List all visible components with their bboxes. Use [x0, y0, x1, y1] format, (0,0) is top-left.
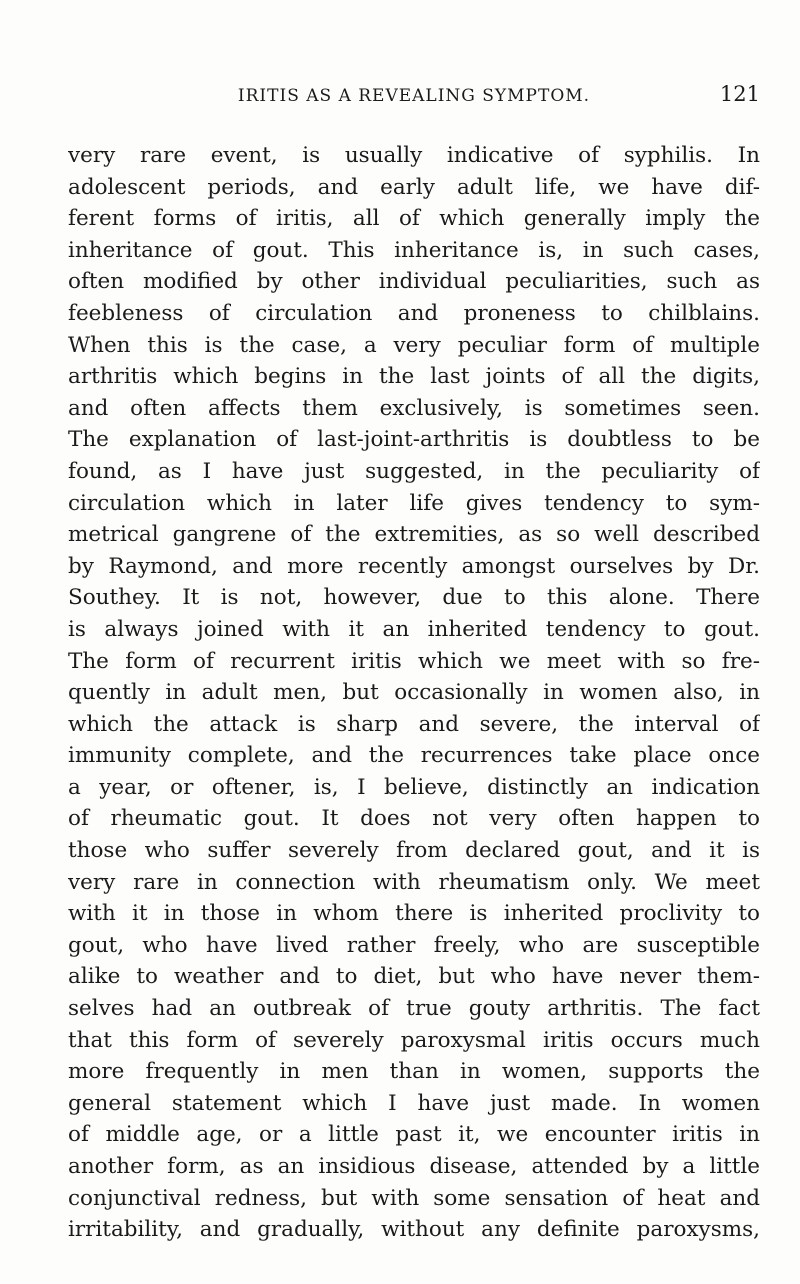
- text-line: often modified by other individual peculiarities, such as: [68, 269, 760, 295]
- text-line: metrical gangrene of the extremities, as so well described: [68, 522, 760, 548]
- text-line: circulation which in later life gives tendency to sym-: [68, 490, 760, 516]
- text-line: by Raymond, and more recently amongst ourselves by Dr.: [68, 553, 760, 579]
- text-line: found, as I have just suggested, in the peculiarity of: [68, 458, 760, 484]
- text-line: irritability, and gradually, without any definite paroxysms,: [68, 1217, 760, 1243]
- body-text: [68, 140, 760, 1246]
- text-line: adolescent periods, and early adult life, we have dif-: [68, 174, 760, 200]
- text-line: very rare event, is usually indicative of syphilis. In: [68, 143, 760, 168]
- text-line: that this form of severely paroxysmal iritis occurs much: [68, 1027, 760, 1053]
- text-line: immunity complete, and the recurrences take place once: [68, 743, 760, 769]
- text-line: When this is the case, a very peculiar form of multiple: [68, 332, 760, 358]
- text-line: very rare in connection with rheumatism only. We meet: [68, 869, 760, 895]
- text-line: quently in adult men, but occasionally in women also, in: [68, 680, 760, 706]
- text-line: another form, as an insidious disease, attended by a little: [68, 1154, 760, 1179]
- text-line: feebleness of circulation and proneness to chilblains.: [68, 300, 760, 326]
- text-line: The form of recurrent iritis which we meet with so fre-: [68, 648, 760, 674]
- text-line: alike to weather and to diet, but who have never them-: [68, 964, 760, 990]
- text-line: arthritis which begins in the last joints of all the digits,: [68, 364, 760, 390]
- text-line: The explanation of last-joint-arthritis is doubtless to be: [68, 427, 760, 453]
- text-line: and often affects them exclusively, is sometimes seen.: [68, 395, 760, 421]
- text-line: conjunctival redness, but with some sensation of heat and: [68, 1185, 760, 1211]
- text-line: of rheumatic gout. It does not very often happen to: [68, 806, 760, 832]
- text-line: Southey. It is not, however, due to this alone. There: [68, 585, 760, 611]
- text-line: is always joined with it an inherited tendency to gout.: [68, 616, 760, 642]
- text-line: inheritance of gout. This inheritance is, in such cases,: [68, 237, 760, 263]
- text-line: more frequently in men than in women, supports the: [68, 1059, 760, 1085]
- text-line: a year, or oftener, is, I believe, distinctly an indication: [68, 774, 760, 800]
- running-title: IRITIS AS A REVEALING SYMPTOM.: [237, 86, 591, 106]
- text-line: selves had an outbreak of true gouty arthritis. The fact: [68, 996, 760, 1022]
- page-number: 121: [719, 82, 760, 106]
- text-line: those who suffer severely from declared gout, and it is: [68, 838, 760, 864]
- text-line: of middle age, or a little past it, we encounter iritis in: [68, 1122, 760, 1148]
- text-line: which the attack is sharp and severe, the interval of: [68, 711, 760, 737]
- text-line: with it in those in whom there is inherited proclivity to: [68, 901, 760, 927]
- text-line: general statement which I have just made. In women: [68, 1090, 760, 1116]
- text-line: gout, who have lived rather freely, who are susceptible: [68, 932, 760, 958]
- page-header: [68, 80, 760, 110]
- text-line: ferent forms of iritis, all of which generally imply the: [68, 206, 760, 232]
